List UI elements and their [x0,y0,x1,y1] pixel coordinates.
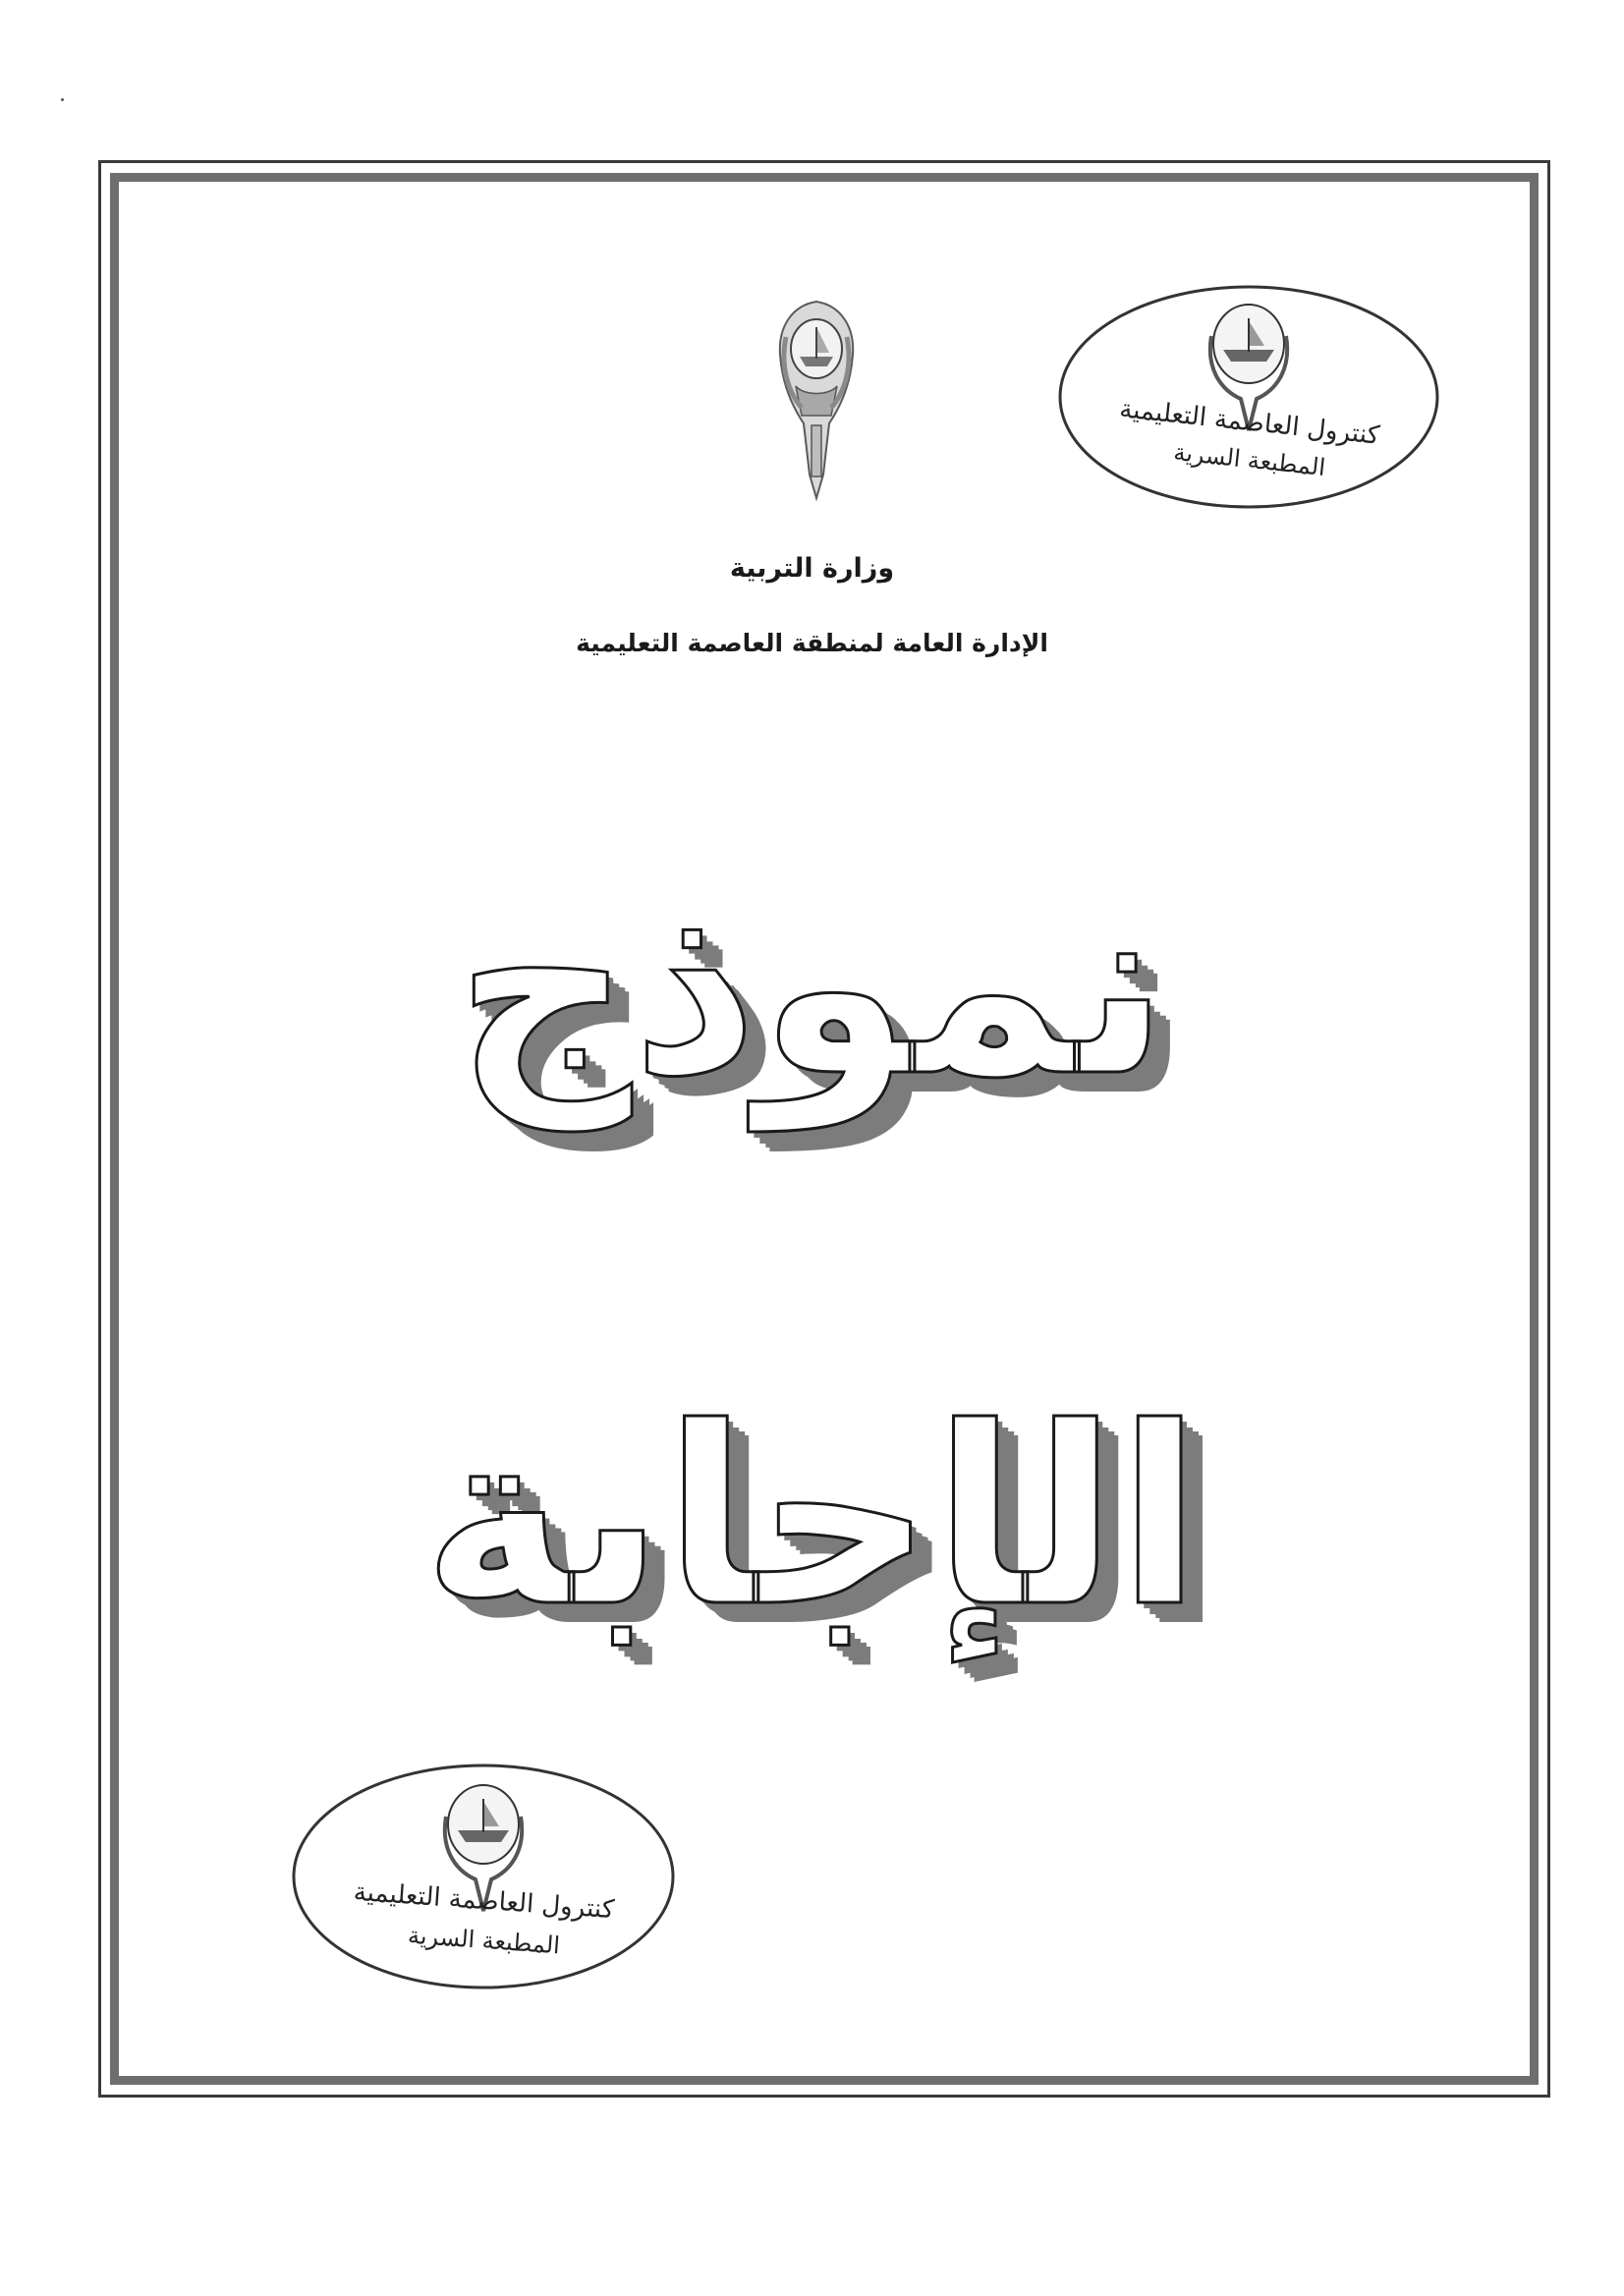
kuwait-emblem-icon [774,298,859,502]
control-stamp-bottom [290,1762,678,1992]
stamp-top-line1: كنترول العاصمة التعليمية [1118,394,1381,451]
directorate-name: الإدارة العامة لمنطقة العاصمة التعليمية [576,629,1048,657]
document-title-line1: نموذج [455,844,1169,1130]
control-stamp-top [1056,283,1441,511]
stamp-bottom-line2: المطبعة السرية [407,1921,561,1960]
document-title-line2: الإجابة [422,1374,1202,1660]
stamp-top-line2: المطبعة السرية [1172,438,1327,482]
scan-speck [61,98,64,101]
ministry-name: وزارة التربية [729,553,895,584]
stamp-bottom-line1: كنترول العاصمة التعليمية [352,1876,616,1926]
